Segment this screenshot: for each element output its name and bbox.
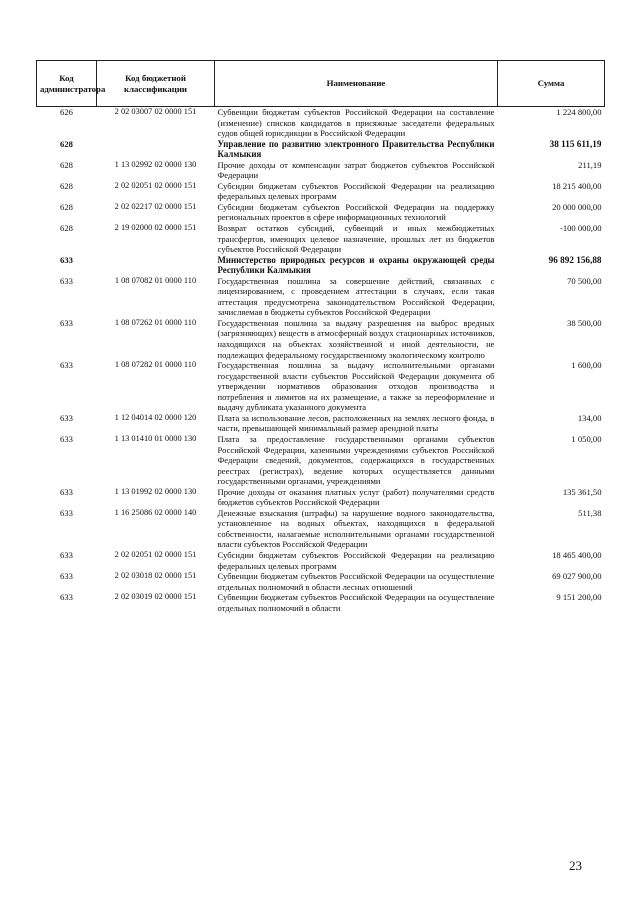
budget-code-cell: 1 08 07262 01 0000 110 — [114, 317, 197, 327]
admin-code-cell: 633 — [60, 254, 73, 265]
admin-code-cell: 633 — [60, 317, 73, 328]
header-name: Наименование — [215, 61, 498, 107]
budget-code-cell: 2 02 02217 02 0000 151 — [114, 201, 197, 211]
amount-cell: 70 500,00 — [567, 275, 602, 286]
budget-code-cell: 1 13 01410 01 0000 130 — [114, 433, 197, 443]
name-cell: Прочие доходы от компенсации затрат бюджетов субъектов Российской Федерации — [217, 159, 495, 181]
amount-cell: 20 000 000,00 — [552, 201, 602, 212]
budget-code-cell: 1 16 25086 02 0000 140 — [114, 507, 197, 517]
admin-code-cell: 633 — [60, 275, 73, 286]
budget-code-cell — [97, 139, 215, 160]
admin-code-cell: 633 — [60, 592, 73, 603]
name-cell: Управление по развитию электронного Правительства Республики Калмыкия — [217, 138, 495, 160]
admin-code-cell: 633 — [60, 360, 73, 371]
amount-cell: 1 600,00 — [571, 360, 602, 371]
admin-code-cell: 633 — [60, 412, 73, 423]
table-row — [37, 360, 605, 413]
name-cell: Плата за предоставление государственными органами субъектов Российской Федерации, казенными учреждениями субъектов Российской Федерации сведений, документов, содержащихся в государственных реестрах (регистрах), ведение которых осуществляется данными государственными органами, учреждениями — [217, 433, 495, 487]
budget-code-cell: 1 13 02992 02 0000 130 — [114, 159, 197, 169]
amount-cell: 211,19 — [578, 159, 602, 170]
table-row — [37, 571, 605, 592]
header-budget-code: Код бюджетной классификации — [97, 61, 215, 107]
name-cell: Денежные взыскания (штрафы) за нарушение водного законодательства, установленное на водных объектах, находящихся в федеральной собственности, налагаемые исполнительными органами государственной власти субъектов Российской Федерации — [217, 507, 495, 550]
amount-cell: 38 115 611,19 — [549, 138, 602, 149]
admin-code-cell: 626 — [60, 107, 73, 117]
name-cell: Субсидии бюджетам субъектов Российской Федерации на реализацию федеральных целевых программ — [217, 180, 495, 202]
name-cell: Государственная пошлина за выдачу разрешения на выброс вредных (загрязняющих) веществ в атмосферный воздух стационарных источников, находящихся на объектах хозяйственной и иной деятельности, не подлежащих федеральному государственному экологическому контролю — [217, 317, 495, 360]
budget-revenue-table — [36, 60, 605, 613]
table-row — [37, 508, 605, 550]
budget-code-cell: 2 02 03007 02 0000 151 — [114, 107, 197, 116]
amount-cell: 1 050,00 — [571, 433, 602, 444]
budget-code-cell: 1 08 07282 01 0000 110 — [114, 360, 197, 370]
table-row — [37, 318, 605, 360]
budget-code-cell: 2 02 02051 02 0000 151 — [114, 549, 197, 559]
admin-code-cell: 633 — [60, 549, 73, 560]
amount-cell: 38 500,00 — [567, 317, 602, 328]
name-cell: Государственная пошлина за выдачу исполнительными органами государственной власти субъектов Российской Федерации документа об утверждении нормативов образования отходов производства и потребления и лимитов на их размещение, а также за переоформление и выдачу дубликата указанного документа — [217, 360, 495, 413]
header-admin-code: Код администратора — [37, 61, 97, 107]
name-cell: Государственная пошлина за совершение действий, связанных с лицензированием, с проведением аттестации в случаях, если такая аттестация предусмотрена законодательством Российской Федерации, зачисляемая в бюджеты субъектов Российской Федерации — [217, 275, 495, 318]
amount-cell: 18 465 400,00 — [552, 549, 602, 560]
budget-code-cell: 2 02 03019 02 0000 151 — [114, 592, 197, 602]
admin-code-cell: 628 — [60, 223, 73, 234]
table-row — [37, 550, 605, 571]
budget-code-cell: 2 02 02051 02 0000 151 — [114, 180, 197, 190]
table-row — [37, 434, 605, 487]
amount-cell: 9 151 200,00 — [556, 592, 602, 603]
table-row — [37, 107, 605, 139]
amount-cell: 1 224 800,00 — [556, 107, 602, 117]
name-cell: Субвенции бюджетам субъектов Российской Федерации на составление (изменение) списков кандидатов в присяжные заседатели федеральных судов общей юрисдикции в Российской Федерации — [217, 107, 495, 139]
table-row — [37, 413, 605, 434]
budget-code-cell: 1 12 04014 02 0000 120 — [114, 412, 197, 422]
table-row-section — [37, 139, 605, 160]
page-number: 23 — [569, 858, 582, 873]
name-cell: Прочие доходы от оказания платных услуг (работ) получателями средств бюджетов субъектов Российской Федерации — [217, 486, 495, 508]
admin-code-cell: 633 — [60, 507, 73, 518]
admin-code-cell: 628 — [60, 201, 73, 212]
table-row — [37, 181, 605, 202]
amount-cell: 96 892 156,88 — [548, 254, 602, 265]
amount-cell: 511,38 — [578, 507, 602, 518]
table-row — [37, 160, 605, 181]
table-row — [37, 202, 605, 223]
table-row — [37, 223, 605, 255]
budget-code-cell: 1 13 01992 02 0000 130 — [114, 486, 197, 496]
name-cell: Возврат остатков субсидий, субвенций и иных межбюджетных трансфертов, имеющих целевое назначение, прошлых лет из бюджетов субъектов Российской Федерации — [217, 223, 495, 255]
admin-code-cell: 633 — [60, 571, 73, 582]
table-row-section — [37, 255, 605, 276]
amount-cell: -100 000,00 — [559, 223, 602, 234]
header-amount: Сумма — [498, 61, 605, 107]
amount-cell: 18 215 400,00 — [552, 180, 602, 191]
name-cell: Субсидии бюджетам субъектов Российской Федерации на поддержку региональных проектов в сфере информационных технологий — [217, 201, 495, 223]
table-row — [37, 592, 605, 613]
name-cell: Субвенции бюджетам субъектов Российской Федерации на осуществление отдельных полномочий в области лесных отношений — [217, 571, 495, 592]
table-header-row — [37, 61, 605, 107]
budget-code-cell: 2 02 03018 02 0000 151 — [114, 571, 197, 581]
table-body — [37, 107, 605, 614]
table-row — [37, 276, 605, 318]
name-cell: Плата за использование лесов, расположенных на землях лесного фонда, в части, превышающей минимальный размер арендной платы — [217, 412, 495, 434]
budget-code-cell: 1 08 07082 01 0000 110 — [114, 275, 197, 285]
admin-code-cell: 628 — [60, 180, 73, 191]
admin-code-cell: 628 — [60, 159, 73, 170]
admin-code-cell: 628 — [60, 138, 73, 149]
amount-cell: 135 361,50 — [562, 486, 602, 497]
name-cell: Министерство природных ресурсов и охраны окружающей среды Республики Калмыкия — [217, 254, 495, 276]
amount-cell: 134,00 — [577, 412, 602, 423]
name-cell: Субвенции бюджетам субъектов Российской Федерации на осуществление отдельных полномочий в области — [217, 592, 495, 613]
amount-cell: 69 027 900,00 — [552, 571, 602, 582]
budget-code-cell — [97, 255, 215, 276]
name-cell: Субсидии бюджетам субъектов Российской Федерации на реализацию федеральных целевых программ — [217, 549, 495, 571]
table-row — [37, 487, 605, 508]
admin-code-cell: 633 — [60, 486, 73, 497]
admin-code-cell: 633 — [60, 433, 73, 444]
budget-code-cell: 2 19 02000 02 0000 151 — [114, 223, 197, 233]
